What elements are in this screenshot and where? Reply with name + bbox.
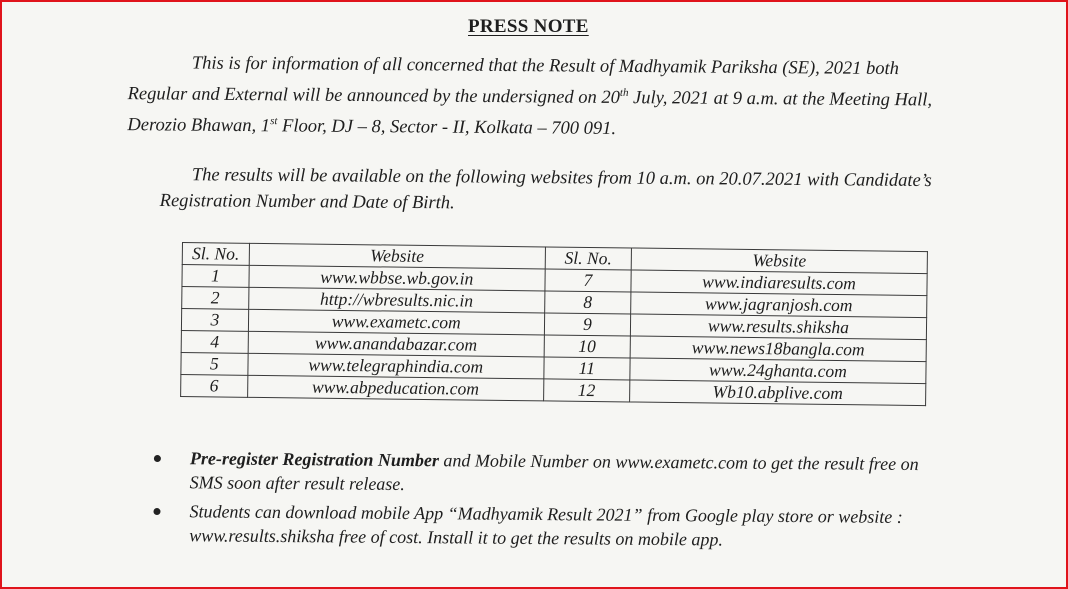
- header-sl-no-left: Sl. No.: [182, 243, 249, 266]
- sl-no-cell: 6: [181, 374, 248, 397]
- instructions-list: [151, 446, 942, 558]
- availability-paragraph: [160, 162, 940, 220]
- sl-no-cell: 2: [182, 287, 249, 310]
- website-cell: www.news18bangla.com: [630, 336, 926, 362]
- website-cell: www.indiaresults.com: [631, 270, 927, 296]
- website-cell: www.jagranjosh.com: [631, 292, 927, 318]
- sl-no-cell: 3: [181, 309, 248, 332]
- header-website-right: Website: [631, 248, 927, 274]
- header-sl-no-right: Sl. No.: [545, 247, 631, 270]
- website-cell: www.wbbse.wb.gov.in: [249, 265, 545, 291]
- announcement-text-part3: Floor, DJ – 8, Sector - II, Kolkata – 700 091.: [277, 116, 617, 140]
- sl-no-cell: 8: [544, 291, 630, 314]
- ordinal-suffix-th: th: [619, 86, 629, 99]
- bullet-text: Students can download mobile App “Madhyamik Result 2021” from Google play store or website : www.results.shiksha free of cost. Install it to get the results on mobile app.: [189, 501, 903, 550]
- website-cell: Wb10.abplive.com: [630, 380, 926, 406]
- list-item: [152, 446, 942, 500]
- list-item: [151, 499, 941, 553]
- website-cell: www.results.shiksha: [630, 314, 926, 340]
- sl-no-cell: 5: [181, 352, 248, 375]
- availability-text: The results will be available on the following websites from 10 a.m. on 20.07.2021 with Candidate’s Registration Number and Date of Birth.: [159, 165, 932, 214]
- website-cell: http://wbresults.nic.in: [248, 287, 544, 313]
- sl-no-cell: 4: [181, 330, 248, 353]
- bullet-icon: [153, 508, 160, 515]
- sl-no-cell: 11: [544, 357, 630, 380]
- announcement-text-part2: July, 2021 at 9 a.m. at the Meeting Hall, Derozio Bhawan, 1: [127, 88, 933, 137]
- announcement-paragraph: [127, 50, 946, 145]
- bullet-text: and Mobile Number on www.exametc.com to get the result free on SMS soon after result release.: [189, 450, 919, 494]
- sl-no-cell: 9: [544, 313, 630, 336]
- sl-no-cell: 1: [182, 265, 249, 288]
- sl-no-cell: 12: [543, 379, 629, 402]
- header-website-left: Website: [249, 243, 545, 269]
- website-cell: www.abpeducation.com: [247, 375, 543, 401]
- website-cell: www.24ghanta.com: [630, 358, 926, 384]
- websites-table: [180, 242, 928, 406]
- ordinal-suffix-st: st: [270, 115, 278, 128]
- page-title: PRESS NOTE: [468, 16, 589, 37]
- bullet-bold-text: Pre-register Registration Number: [189, 448, 439, 471]
- website-cell: www.exametc.com: [248, 309, 544, 335]
- bullet-icon: [154, 455, 161, 462]
- paragraph-indent: [128, 68, 192, 69]
- sl-no-cell: 10: [544, 335, 630, 358]
- website-cell: www.telegraphindia.com: [248, 353, 544, 379]
- press-note-document: [2, 2, 1066, 587]
- website-cell: www.anandabazar.com: [248, 331, 544, 357]
- announcement-text-part1: This is for information of all concerned that the Result of Madhyamik Pariksha (SE), 2021 both Regular and External will be announced by the undersigned on 20: [127, 53, 899, 109]
- sl-no-cell: 7: [545, 269, 631, 292]
